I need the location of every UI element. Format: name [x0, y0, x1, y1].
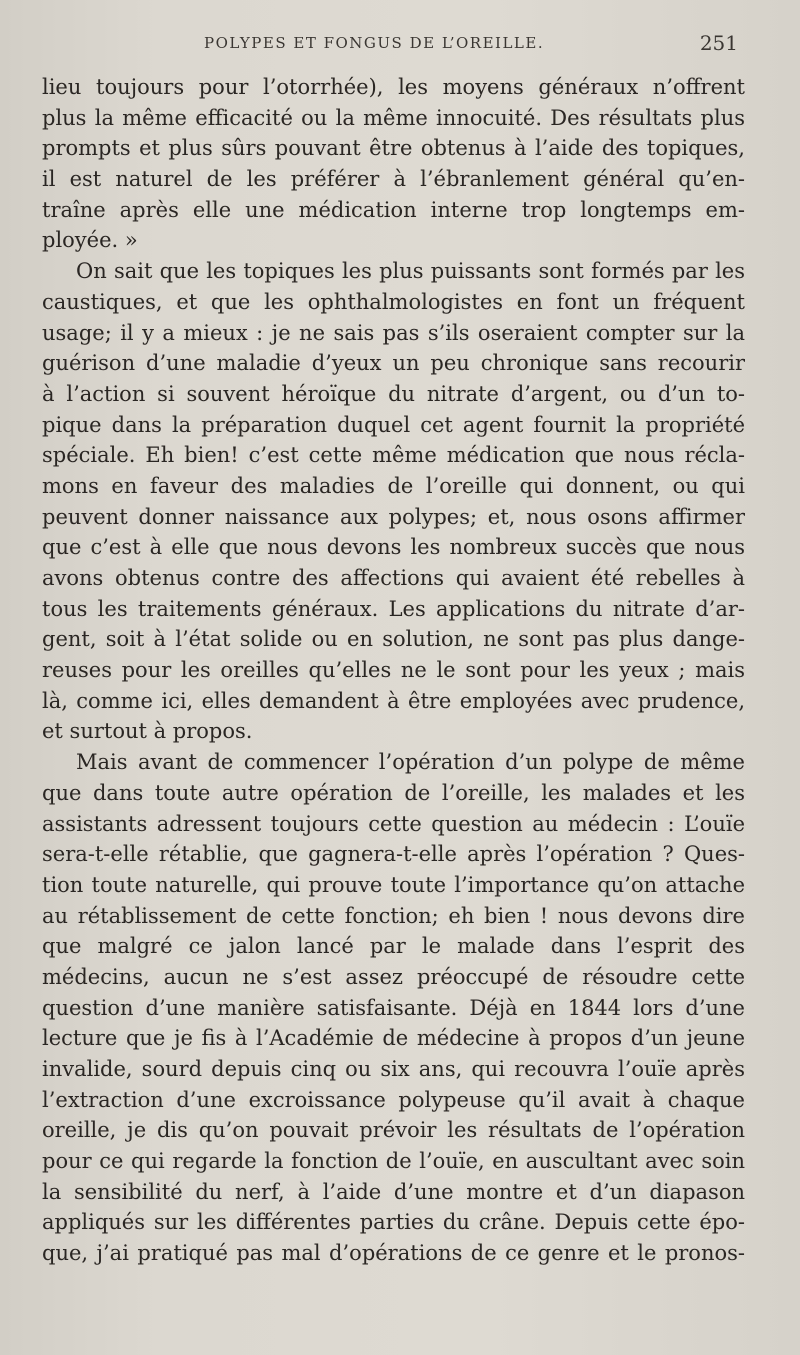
- text-line: appliqués sur les différentes parties du crâne. Depuis cette épo-: [42, 1210, 745, 1235]
- text-line: pique dans la préparation duquel cet agent fournit la propriété: [42, 412, 745, 437]
- text-line: que dans toute autre opération de l’oreille, les malades et les: [42, 780, 745, 805]
- text-line: médecins, aucun ne s’est assez préoccupé de résoudre cette: [42, 964, 745, 989]
- text-line: gent, soit à l’état solide ou en solution, ne sont pas plus dange-: [42, 627, 745, 652]
- text-line: au rétablissement de cette fonction; eh bien ! nous devons dire: [42, 903, 745, 928]
- text-line: question d’une manière satisfaisante. Déjà en 1844 lors d’une: [42, 995, 745, 1020]
- text-line: assistants adressent toujours cette question au médecin : L’ouïe: [42, 811, 745, 836]
- text-line: lieu toujours pour l’otorrhée), les moyens généraux n’offrent: [42, 75, 745, 99]
- text-line: lecture que je fis à l’Académie de médecine à propos d’un jeune: [42, 1026, 745, 1051]
- text-line: plus la même efficacité ou la même innocuité. Des résultats plus: [42, 105, 745, 130]
- text-line: là, comme ici, elles demandent à être employées avec prudence,: [42, 688, 745, 713]
- text-line: oreille, je dis qu’on pouvait prévoir les résultats de l’opération: [42, 1118, 745, 1143]
- text-line: spéciale. Eh bien! c’est cette même médication que nous récla-: [42, 443, 745, 468]
- text-line: à l’action si souvent héroïque du nitrate d’argent, ou d’un to-: [42, 381, 745, 406]
- paragraph-first-line: On sait que les topiques les plus puissants sont formés par les: [76, 259, 745, 284]
- running-header: [0, 31, 800, 58]
- text-line: guérison d’une maladie d’yeux un peu chronique sans recourir: [42, 351, 745, 376]
- text-line: l’extraction d’une excroissance polypeuse qu’il avait à chaque: [42, 1087, 745, 1112]
- paragraph-first-line: Mais avant de commencer l’opération d’un polype de même: [76, 750, 745, 775]
- text-line: sera-t-elle rétablie, que gagnera-t-elle après l’opération ? Ques-: [42, 842, 745, 867]
- text-line: usage; il y a mieux : je ne sais pas s’ils oseraient compter sur la: [42, 320, 745, 345]
- text-line: traîne après elle une médication interne trop longtemps em-: [42, 197, 745, 222]
- text-line: que malgré ce jalon lancé par le malade dans l’esprit des: [42, 934, 745, 959]
- text-line: prompts et plus sûrs pouvant être obtenus à l’aide des topiques,: [42, 136, 745, 161]
- text-line: reuses pour les oreilles qu’elles ne le sont pour les yeux ; mais: [42, 658, 745, 683]
- text-line: pour ce qui regarde la fonction de l’ouïe, en auscultant avec soin: [42, 1149, 745, 1174]
- text-line: mons en faveur des maladies de l’oreille qui donnent, ou qui: [42, 473, 745, 498]
- text-line: invalide, sourd depuis cinq ou six ans, qui recouvra l’ouïe après: [42, 1057, 745, 1081]
- text-line: il est naturel de les préférer à l’ébranlement général qu’en-: [42, 167, 745, 192]
- body-text: [42, 72, 745, 1269]
- text-line: tion toute naturelle, qui prouve toute l’importance qu’on attache: [42, 872, 745, 897]
- text-line: caustiques, et que les ophthalmologistes en font un fréquent: [42, 289, 745, 314]
- text-line: tous les traitements généraux. Les applications du nitrate d’ar-: [42, 596, 745, 621]
- text-line: ployée. »: [42, 228, 138, 253]
- text-line: que c’est à elle que nous devons les nombreux succès que nous: [42, 535, 745, 560]
- running-title: POLYPES ET FONGUS DE L’OREILLE.: [204, 34, 545, 52]
- page-number: 251: [699, 31, 738, 55]
- text-line: avons obtenus contre des affections qui avaient été rebelles à: [42, 566, 745, 590]
- text-line: et surtout à propos.: [42, 719, 253, 744]
- text-line: que, j’ai pratiqué pas mal d’opérations de ce genre et le pronos-: [42, 1241, 745, 1266]
- text-line: la sensibilité du nerf, à l’aide d’une montre et d’un diapason: [42, 1179, 745, 1204]
- text-line: peuvent donner naissance aux polypes; et, nous osons affirmer: [42, 504, 745, 529]
